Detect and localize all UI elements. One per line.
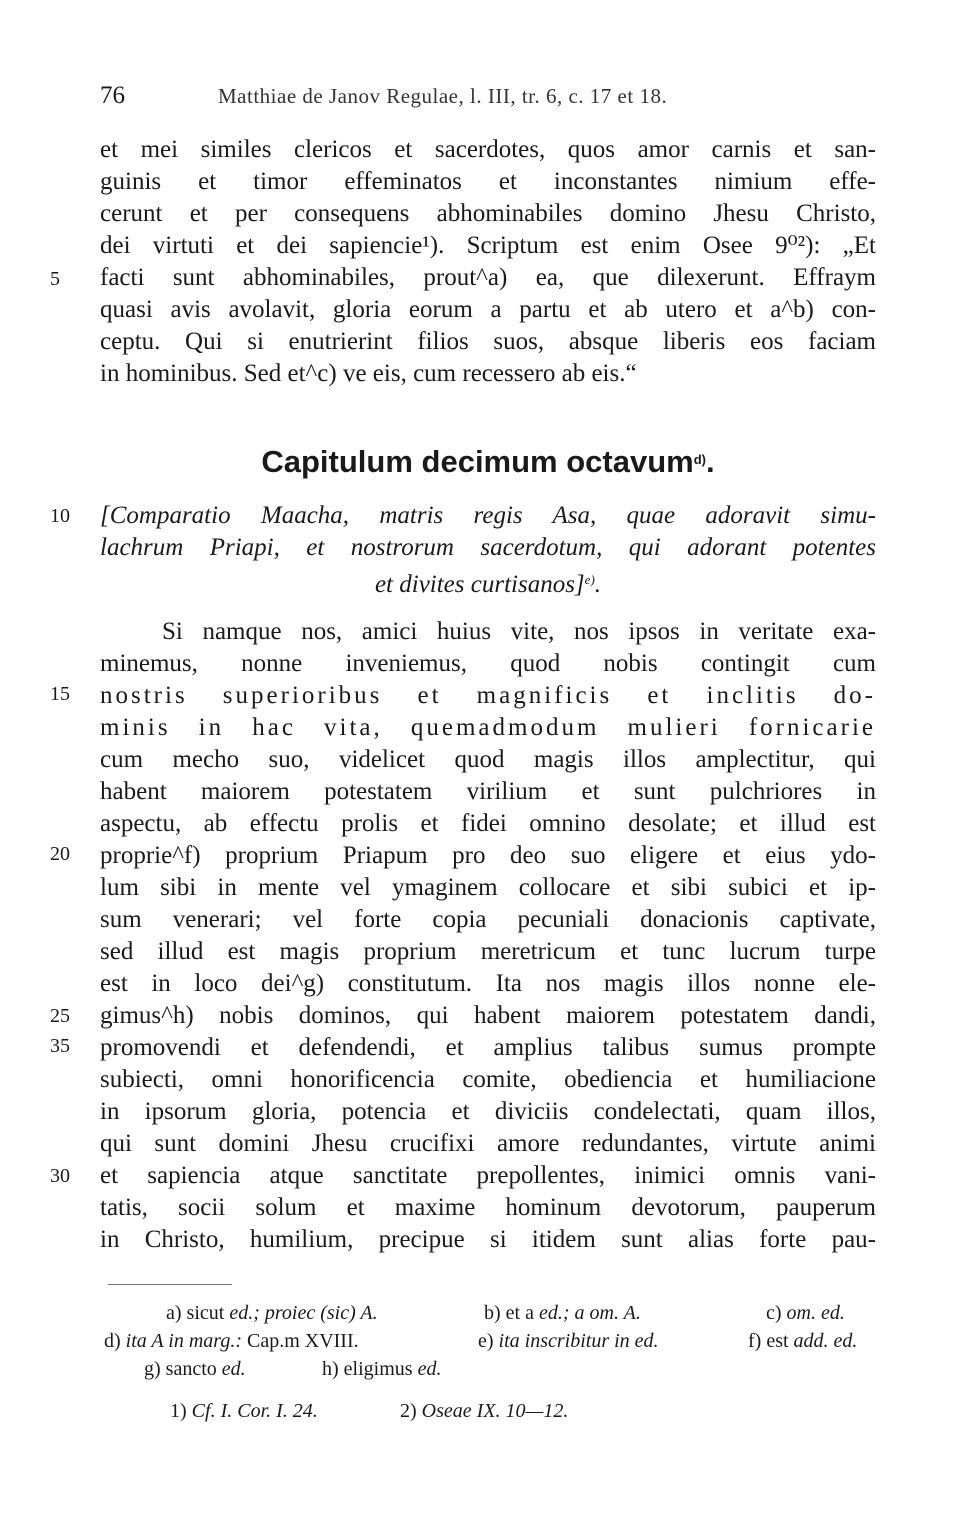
rubric-line: et divites curtisanos]$^{e)}$. — [374, 571, 602, 596]
line-number: 30 — [50, 1165, 70, 1187]
text-line: in Christo, humilium, precipue si itidem sunt alias forte pau- — [100, 1226, 876, 1253]
text-line: nostris superioribus et magnificis et inclitis do- — [100, 682, 876, 709]
footnote-e: e) ita inscribitur in ed. — [478, 1330, 659, 1352]
footnote-row — [100, 1302, 880, 1332]
text-line: ceptu. Qui si enutrierint filios suos, absque liberis eos faciam — [100, 328, 876, 355]
footnote-d: d) ita A in marg.: Cap.m XVIII. — [104, 1330, 359, 1352]
page-number: 76 — [100, 82, 125, 109]
footnote-row — [100, 1330, 880, 1360]
text-line: aspectu, ab effectu prolis et fidei omnino desolate; et illud est — [100, 810, 876, 837]
footnote-b: b) et a ed.; a om. A. — [484, 1302, 641, 1324]
footnote-1: 1) Cf. I. Cor. I. 24. — [170, 1400, 318, 1422]
line-number: 25 — [50, 1005, 70, 1027]
page-header — [100, 82, 880, 112]
text-line: proprie^f) proprium Priapum pro deo suo eligere et eius ydo- — [100, 842, 876, 869]
text-line: cum mecho suo, videlicet quod magis illos amplectitur, qui — [100, 746, 876, 773]
text-line: minis in hac vita, quemadmodum mulieri fornicarie — [100, 714, 876, 741]
footnote-h: h) eligimus ed. — [322, 1358, 442, 1380]
line-number: 5 — [50, 268, 60, 290]
text-line: sum venerari; vel forte copia pecuniali donacionis captivate, — [100, 906, 876, 933]
rubric-line: [Comparatio Maacha, matris regis Asa, quae adoravit simu- — [100, 502, 876, 529]
text-line: Si namque nos, amici huius vite, nos ipsos in veritate exa- — [162, 618, 876, 645]
footnote-rule — [108, 1284, 232, 1285]
continued-paragraph — [100, 134, 876, 390]
running-head: Matthiae de Janov Regulae, l. III, tr. 6, c. 17 et 18. — [218, 84, 668, 108]
text-line: in hominibus. Sed et^c) ve eis, cum recessero ab eis.“ — [100, 360, 637, 387]
text-line: gimus^h) nobis dominos, qui habent maiorem potestatem dandi, — [100, 1002, 876, 1029]
text-line: et mei similes clericos et sacerdotes, quos amor carnis et san- — [100, 136, 876, 163]
text-line: subiecti, omni honorificencia comite, obediencia et humiliacione — [100, 1066, 876, 1093]
rubric-line: lachrum Priapi, et nostrorum sacerdotum, qui adorant potentes — [100, 534, 876, 561]
text-line: cerunt et per consequens abhominabiles domino Jhesu Christo, — [100, 200, 876, 227]
footnote-g: g) sancto ed. — [144, 1358, 246, 1380]
footnote-f: f) est add. ed. — [748, 1330, 858, 1352]
chapter-rubric — [100, 500, 876, 596]
text-line: promovendi et defendendi, et amplius talibus sumus prompte — [100, 1034, 876, 1061]
text-line: facti sunt abhominabiles, prout^a) ea, que dilexerunt. Effraym — [100, 264, 876, 291]
line-number: 15 — [50, 683, 70, 705]
text-line: dei virtuti et dei sapiencie¹). Scriptum est enim Osee 9⁰²): „Et — [100, 232, 876, 259]
line-number: 10 — [50, 505, 70, 527]
main-paragraph — [100, 616, 876, 1256]
text-line: guinis et timor effeminatos et inconstantes nimium effe- — [100, 168, 876, 195]
text-line: lum sibi in mente vel ymaginem collocare et sibi subici et ip- — [100, 874, 876, 901]
footnote-row — [100, 1358, 880, 1388]
text-line: habent maiorem potestatem virilium et sunt pulchriores in — [100, 778, 876, 805]
footnote-c: c) om. ed. — [766, 1302, 845, 1324]
line-number: 35 — [50, 1035, 70, 1057]
footnote-row — [100, 1400, 880, 1430]
footnote-2: 2) Oseae IX. 10—12. — [400, 1400, 569, 1422]
text-line: et sapiencia atque sanctitate prepollentes, inimici omnis vani- — [100, 1162, 876, 1189]
text-line: tatis, socii solum et maxime hominum devotorum, pauperum — [100, 1194, 876, 1221]
footnote-a: a) sicut ed.; proiec (sic) A. — [166, 1302, 378, 1324]
chapter-heading: Capitulum decimum octavum$^{d)}$. — [261, 444, 715, 479]
text-line: sed illud est magis proprium meretricum et tunc lucrum turpe — [100, 938, 876, 965]
text-line: quasi avis avolavit, gloria eorum a partu et ab utero et a^b) con- — [100, 296, 876, 323]
text-line: minemus, nonne inveniemus, quod nobis contingit cum — [100, 650, 876, 677]
line-number: 20 — [50, 843, 70, 865]
text-line: in ipsorum gloria, potencia et diviciis condelectati, quam illos, — [100, 1098, 876, 1125]
text-line: est in loco dei^g) constitutum. Ita nos magis illos nonne ele- — [100, 970, 876, 997]
text-line: qui sunt domini Jhesu crucifixi amore redundantes, virtute animi — [100, 1130, 876, 1157]
